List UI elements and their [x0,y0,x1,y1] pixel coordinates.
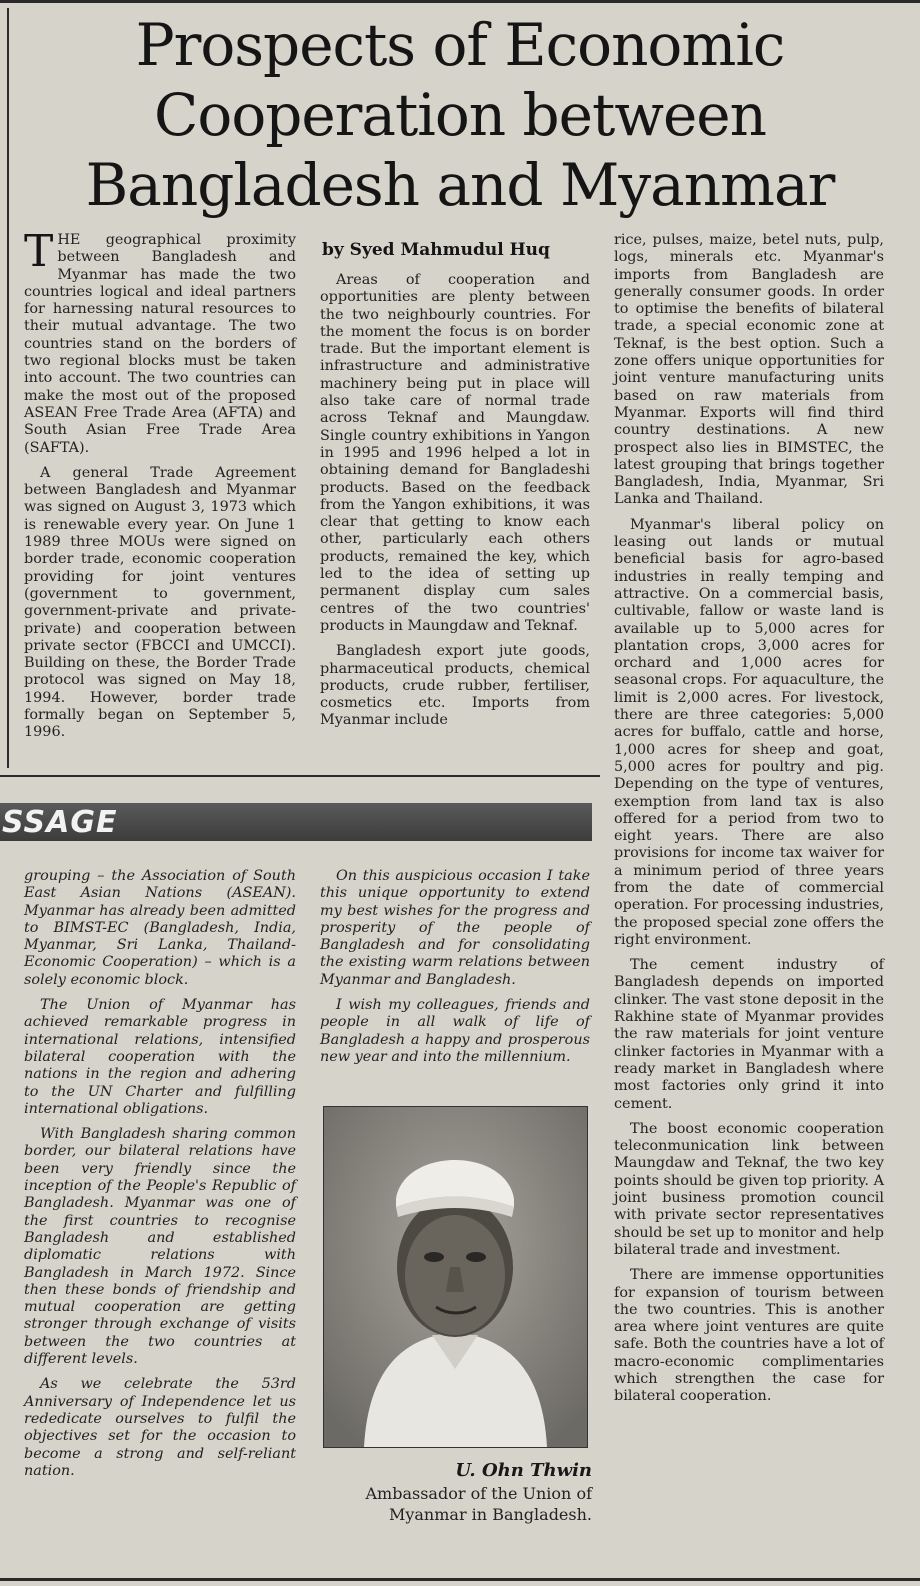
article-col3-paragraph-3: The cement industry of Bangladesh depends on imported clinker. The vast stone deposit in the Rakhine state of Myanmar provides the raw materials for joint venture clinker factories in Myanmar with a ready market in Bangladesh where most factories only grind it into cement. [614,957,884,1112]
headline-line-1: Prospects of Economic [135,11,785,79]
article-col3-paragraph-5: There are immense opportunities for expansion of tourism between the two countries. This is another area where joint ventures are quite safe. Both the countries have a lot of macro-economic complimentaries which strengthen the case for bilateral cooperation. [614,1267,884,1405]
message-col1-paragraph-1: grouping – the Association of South East Asian Nations (ASEAN). Myanmar has already been admitted to BIMST-EC (Bangladesh, India, Myanmar, Sri Lanka, Thailand-Economic Cooperation) – which is a solely economic block. [24,868,296,988]
message-column-2 [320,868,590,1066]
byline: by Syed Mahmudul Huq [322,240,550,260]
portrait-image [324,1107,587,1447]
signature-name: U. Ohn Thwin [455,1460,592,1481]
message-column-1 [24,868,296,1480]
article-col3-paragraph-4: The boost economic cooperation teleconmunication link between Maungdaw and Teknaf, the two key points should be given top priority. A joint business promotion council with private sector representatives should be set up to monitor and help bilateral trade and investment. [614,1120,884,1258]
signature-title-line-1: Ambassador of the Union of [365,1484,592,1503]
message-col2-paragraph-1: On this auspicious occasion I take this unique opportunity to extend my best wishes for the progress and prosperity of the people of Bangladesh and for consolidating the existing warm relations between Myanmar and Bangladesh. [320,868,590,988]
headline-line-2: Cooperation between [154,81,766,149]
article-headline [20,10,900,220]
article-column-2 [320,272,590,730]
message-col1-paragraph-2: The Union of Myanmar has achieved remarkable progress in international relations, intensified bilateral cooperation with the nations in the region and adhering to the UN Charter and fulfilling international obligations. [24,997,296,1117]
headline-line-3: Bangladesh and Myanmar [85,151,835,219]
article-col3-paragraph-1: rice, pulses, maize, betel nuts, pulp, logs, minerals etc. Myanmar's imports from Bangladesh are generally consumer goods. In order to optimise the benefits of bilateral trade, a special economic zone at Teknaf, is the best option. Such a zone offers unique opportunities for joint venture manufacturing units based on raw materials from Myanmar. Exports will find third country destinations. A new prospect also lies in BIMSTEC, the latest grouping that brings together Bangladesh, India, Myanmar, Sri Lanka and Thailand. [614,232,884,508]
article-col1-paragraph-2: A general Trade Agreement between Bangladesh and Myanmar was signed on August 3, 1973 which is renewable every year. On June 1 1989 three MOUs were signed on border trade, economic cooperation providing for joint ventures (government to government, government-private and private-private) and cooperation between private sector (FBCCI and UMCCI). Building on these, the Border Trade protocol was signed on May 18, 1994. However, border trade formally began on September 5, 1996. [24,464,296,741]
message-banner [0,803,592,841]
message-col2-paragraph-2: I wish my colleagues, friends and people in all walk of life of Bangladesh a happy and prosperous new year and into the millennium. [320,997,590,1065]
left-column-rule [7,8,9,768]
ambassador-portrait [323,1106,588,1448]
article-col3-paragraph-2: Myanmar's liberal policy on leasing out lands or mutual beneficial basis for agro-based industries in really temping and attractive. On a commercial basis, cultivable, fallow or waste land is available up to 5,000 acres for plantation crops, 3,000 acres for orchard and 1,000 acres for seasonal crops. For aquaculture, the limit is 2,000 acres. For livestock, there are three categories: 5,000 acres for buffalo, cattle and horse, 1,000 acres for sheep and goat, 5,000 acres for poultry and pig. Depending on the type of ventures, exemption from land tax is also offered for a period from two to eight years. There are also provisions for income tax waiver for a minimum period of three years from the date of commercial operation. For processing industries, the proposed special zone offers the right environment. [614,516,884,948]
article-column-3 [614,232,884,1406]
section-divider-rule [0,775,600,777]
article-col2-paragraph-1: Areas of cooperation and opportunities are plenty between the two neighbourly countries. For the moment the focus is on border trade. But the important element is infrastructure and administrative machinery being put in place will also take care of normal trade across Teknaf and Maungdaw. Single country exhibitions in Yangon in 1995 and 1996 helped a lot in obtaining demand for Bangladeshi products. Based on the feedback from the Yangon exhibitions, it was clear that getting to know each other, particularly each others products, remained the key, which led to the idea of setting up permanent display cum sales centres of the two countries' products in Maungdaw and Teknaf. [320,272,590,634]
dropcap: T [24,226,54,277]
bottom-rule [0,1578,920,1581]
message-banner-label: SSAGE [2,805,118,840]
article-col2-paragraph-2: Bangladesh export jute goods, pharmaceutical products, chemical products, crude rubber, fertiliser, cosmetics etc. Imports from Myanmar include [320,643,590,729]
signature-title [322,1483,592,1525]
article-col1-paragraph-1: THE geographical proximity between Bangladesh and Myanmar has made the two countries logical and ideal partners for harnessing natural resources to their mutual advantage. The two countries stand on the borders of two regional blocks must be taken into account. The two countries can make the most out of the proposed ASEAN Free Trade Area (AFTA) and South Asian Free Trade Area (SAFTA). [24,226,296,456]
top-rule [0,0,920,3]
article-column-1 [24,226,296,742]
message-col1-paragraph-3: With Bangladesh sharing common border, our bilateral relations have been very friendly since the inception of the People's Republic of Bangladesh. Myanmar was one of the first countries to recognise Bangladesh and established diplomatic relations with Bangladesh in March 1972. Since then these bonds of friendship and mutual cooperation are getting stronger through exchange of visits between the two countries at different levels. [24,1126,296,1368]
message-col1-paragraph-4: As we celebrate the 53rd Anniversary of Independence let us rededicate ourselves to fulfil the objectives set for the occasion to become a strong and self-reliant nation. [24,1376,296,1479]
signature-title-line-2: Myanmar in Bangladesh. [388,1505,592,1524]
